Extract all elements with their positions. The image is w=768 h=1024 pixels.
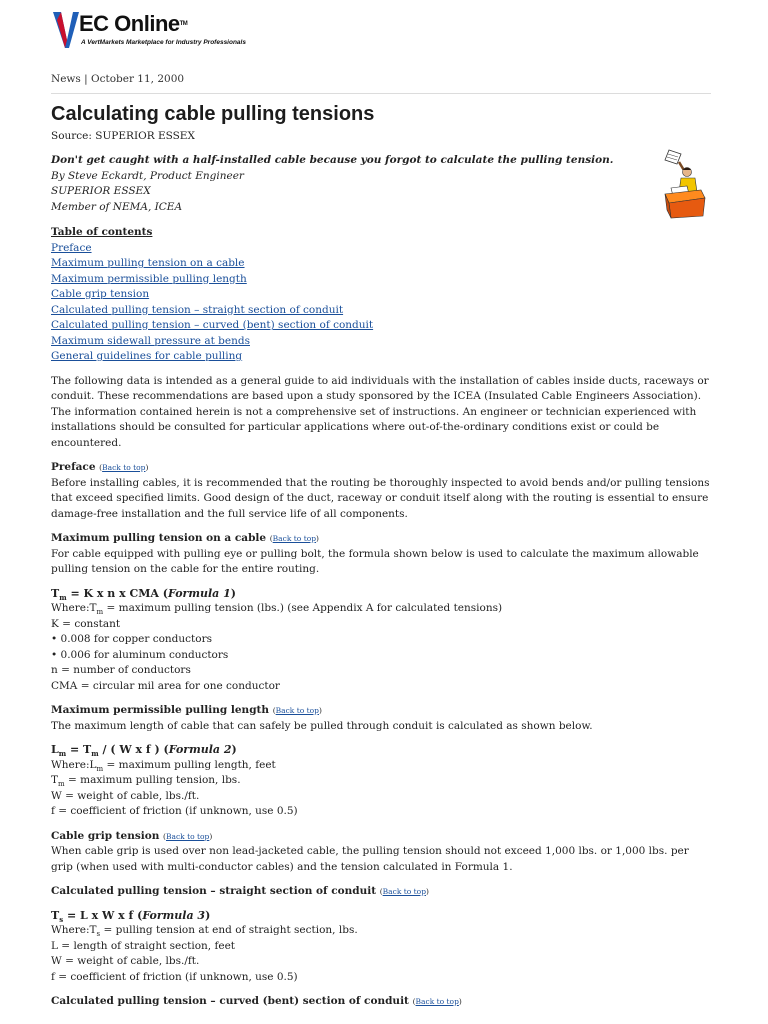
- section-text: When cable grip is used over non lead-jacketed cable, the pulling tension should not exceed 1,000 lbs. or 1,000 lbs. per grip (when used with multi-conductor cables) and the tension calculated in Formula 1.: [51, 845, 689, 873]
- table-of-contents: [51, 225, 711, 365]
- section-preface: [51, 460, 711, 522]
- site-logo[interactable]: [51, 10, 711, 58]
- formula-line: f = coefficient of friction (if unknown, use 0.5): [51, 970, 298, 983]
- toc-link-max-tension[interactable]: Maximum pulling tension on a cable: [51, 257, 245, 269]
- formula-line: W = weight of cable, lbs./ft.: [51, 789, 200, 802]
- formula-3: $T_s = L$ x W x f (Formula 3): [51, 908, 211, 924]
- article-source: Source: SUPERIOR ESSEX: [51, 129, 195, 142]
- section-curved: [51, 994, 711, 1010]
- formula-line: CMA = circular mil area for one conductor: [51, 679, 280, 692]
- article-page: [51, 10, 711, 1010]
- toc-link-guidelines[interactable]: General guidelines for cable pulling: [51, 350, 243, 362]
- formula-line: f = coefficient of friction (if unknown, use 0.5): [51, 805, 298, 817]
- toc-link-curved[interactable]: Calculated pulling tension – curved (bent) section of conduit: [51, 319, 374, 331]
- byline-line: Member of NEMA, ICEA: [51, 200, 183, 213]
- back-to-top-link[interactable]: Back to top: [382, 887, 426, 896]
- logo-subtitle: A VertMarkets Marketplace for Industry Professionals: [81, 39, 246, 46]
- toc-link-sidewall[interactable]: Maximum sidewall pressure at bends: [51, 334, 250, 347]
- toc-link-max-length[interactable]: Maximum permissible pulling length: [51, 272, 247, 285]
- worker-clipart-icon: [657, 148, 709, 220]
- byline-line: SUPERIOR ESSEX: [51, 185, 151, 197]
- page-title: Calculating cable pulling tensions: [51, 102, 375, 125]
- formula-where: $Where:L_m$ = maximum pulling length, feet: [51, 758, 276, 773]
- lead-text: Don't get caught with a half-installed cable because you forgot to calculate the pulling tension.: [51, 154, 614, 166]
- back-to-top-link[interactable]: Back to top: [165, 831, 210, 841]
- section-heading: Maximum permissible pulling length (Back to top): [51, 704, 322, 716]
- section-heading: Preface (Back to top): [51, 461, 149, 473]
- article-intro: [51, 153, 711, 215]
- logo-title: EC OnlineTM: [79, 11, 188, 36]
- toc-title: Table of contents: [51, 226, 153, 238]
- section-straight: [51, 884, 711, 985]
- section-heading: Maximum pulling tension on a cable (Back to top): [51, 532, 319, 544]
- section-heading: Calculated pulling tension – straight section of conduit (Back to top): [51, 885, 429, 897]
- formula-line: $T_m$ = maximum pulling tension, lbs.: [51, 774, 241, 789]
- divider: [51, 93, 711, 94]
- back-to-top-link[interactable]: Back to top: [272, 534, 317, 543]
- toc-link-preface[interactable]: Preface: [51, 241, 92, 254]
- formula-line: L = length of straight section, feet: [51, 939, 236, 952]
- formula-line: • 0.008 for copper conductors: [51, 633, 212, 645]
- toc-link-straight[interactable]: Calculated pulling tension – straight section of conduit: [51, 303, 344, 316]
- logo-v-icon: [51, 10, 81, 50]
- section-heading: Calculated pulling tension – curved (bent) section of conduit (Back to top): [51, 995, 462, 1007]
- formula-1: $T_m = K$ x n x CMA (Formula 1): [51, 586, 236, 602]
- section-text: Before installing cables, it is recommended that the routing be thoroughly inspected to avoid bends and/or pulling tensions that exceed specified limits. Good design of the duct, raceway or conduit itself along with the routing is essential to ensure damage-free installation and the full service life of all components.: [51, 476, 710, 520]
- formula-where: $Where:T_m$ = maximum pulling tension (lbs.) (see Appendix A for calculated tensions): [51, 602, 503, 617]
- formula-line: n = number of conductors: [51, 664, 191, 676]
- formula-line: K = constant: [51, 617, 121, 630]
- article-meta: News | October 11, 2000: [51, 73, 185, 85]
- section-text: The maximum length of cable that can safely be pulled through conduit is calculated as shown below.: [51, 719, 593, 732]
- back-to-top-link[interactable]: Back to top: [275, 706, 319, 715]
- section-max-tension: [51, 531, 711, 694]
- formula-2: $L_m = T_m$ / ( W x f ) (Formula 2): [51, 743, 237, 759]
- back-to-top-link[interactable]: Back to top: [102, 463, 146, 472]
- section-max-length: [51, 703, 711, 820]
- section-grip-tension: [51, 829, 711, 876]
- formula-line: W = weight of cable, lbs./ft.: [51, 955, 200, 967]
- formula-line: • 0.006 for aluminum conductors: [51, 648, 229, 661]
- byline-line: By Steve Eckardt, Product Engineer: [51, 169, 244, 182]
- back-to-top-link[interactable]: Back to top: [415, 997, 459, 1006]
- intro-paragraph: The following data is intended as a general guide to aid individuals with the installation of cables inside ducts, raceways or conduit. These recommendations are based upon a study sponsored by the ICEA (Insulated Cable Engineers Association). The information contained herein is not a comprehensive set of instructions. An engineer or technician experienced with installations should be consulted for particular applications where out-of-the-ordinary conditions exist or could be encountered.: [51, 374, 709, 449]
- formula-where: $Where:T_s$ = pulling tension at end of straight section, lbs.: [51, 924, 358, 939]
- section-heading: Cable grip tension (Back to top): [51, 829, 213, 842]
- section-text: For cable equipped with pulling eye or pulling bolt, the formula shown below is used to calculate the maximum allowable pulling tension on the cable for the entire routing.: [51, 547, 699, 575]
- toc-link-grip-tension[interactable]: Cable grip tension: [51, 288, 150, 300]
